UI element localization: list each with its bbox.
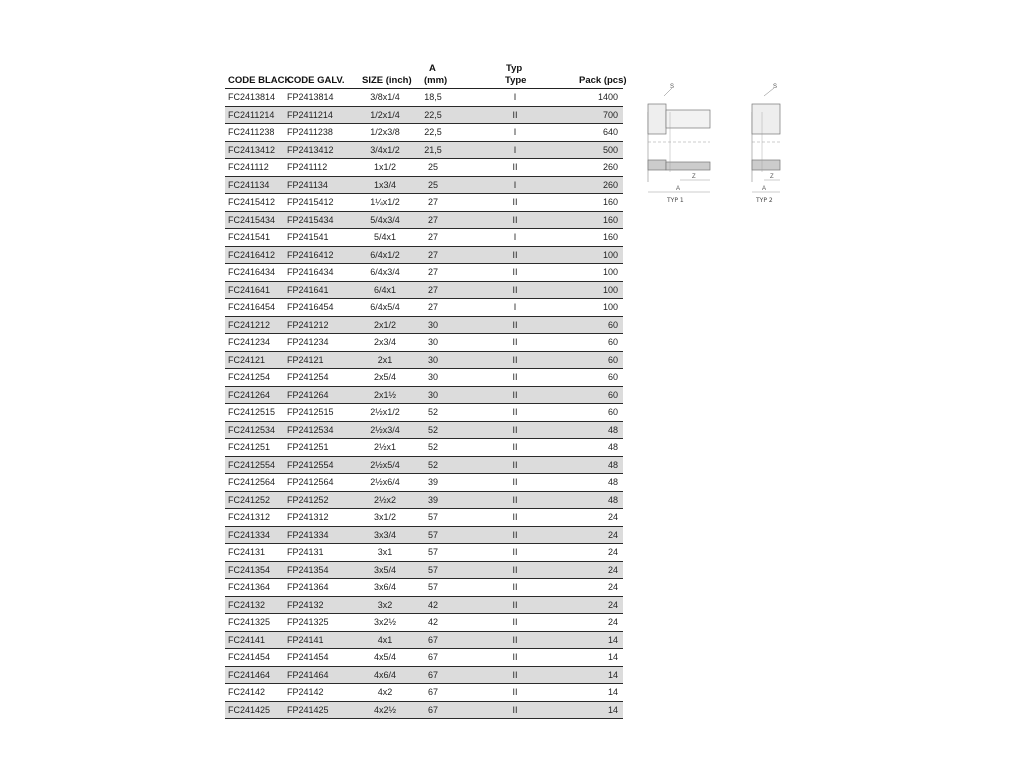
header-a-unit: (mm) xyxy=(424,75,448,86)
pack-cell: 24 xyxy=(607,599,618,610)
code-galv-cell: FP24141 xyxy=(287,634,324,645)
code-galv-cell: FP2412564 xyxy=(287,477,334,487)
table-row xyxy=(225,194,623,212)
code-galv-cell: FP241252 xyxy=(287,494,329,505)
table-row xyxy=(225,159,623,177)
size-cell: 3x5/4 xyxy=(373,564,397,575)
table-row xyxy=(225,544,623,562)
size-cell: 1¼x1/2 xyxy=(370,197,400,207)
type2-a-label: A xyxy=(762,186,767,192)
a-mm-cell: 39 xyxy=(427,477,438,487)
type-cell: I xyxy=(513,92,517,102)
table-row xyxy=(225,649,623,667)
header-type: Type xyxy=(505,75,527,86)
code-black-cell: FC241354 xyxy=(228,564,271,575)
size-cell: 2½x5/4 xyxy=(370,459,400,470)
code-black-cell: FC241325 xyxy=(228,617,271,627)
code-black-cell: FC24121 xyxy=(228,354,266,365)
a-mm-cell: 52 xyxy=(427,424,438,435)
table-header xyxy=(225,60,627,89)
code-black-cell: FC2411214 xyxy=(228,109,275,120)
type-cell: I xyxy=(513,127,517,137)
code-galv-cell: FP241464 xyxy=(287,669,329,680)
pack-cell: 100 xyxy=(602,267,618,277)
code-black-cell: FC2415412 xyxy=(228,197,276,207)
code-black-cell: FC2413814 xyxy=(228,92,276,102)
code-galv-cell: FP24142 xyxy=(287,687,324,697)
code-galv-cell: FP24132 xyxy=(287,599,324,610)
type1-s-label: S xyxy=(670,84,675,90)
size-cell: 1/2x1/4 xyxy=(370,109,400,120)
code-black-cell: FC2416454 xyxy=(228,302,276,312)
code-galv-cell: FP2416412 xyxy=(287,249,334,260)
table-row xyxy=(225,492,623,510)
pack-cell: 24 xyxy=(607,582,618,592)
type-cell: II xyxy=(512,249,518,260)
table-row xyxy=(225,404,623,422)
table-row xyxy=(225,614,623,632)
type-cell: II xyxy=(512,442,518,452)
code-black-cell: FC2416412 xyxy=(228,249,276,260)
a-mm-cell: 25 xyxy=(427,162,438,172)
type-cell: II xyxy=(512,494,518,505)
code-black-cell: FC24131 xyxy=(228,547,266,557)
header-pack: Pack (pcs) xyxy=(579,75,627,86)
code-galv-cell: FP24131 xyxy=(287,547,324,557)
pack-cell: 24 xyxy=(607,512,618,522)
type2-label: TYP 2 xyxy=(756,197,773,204)
type-cell: II xyxy=(512,284,518,295)
a-mm-cell: 39 xyxy=(427,494,438,505)
type-cell: II xyxy=(512,669,518,680)
code-black-cell: FC241464 xyxy=(228,669,271,680)
a-mm-cell: 27 xyxy=(427,249,438,260)
a-mm-cell: 27 xyxy=(427,232,438,242)
table-row xyxy=(225,89,623,107)
code-black-cell: FC241334 xyxy=(228,529,271,540)
code-black-cell: FC241254 xyxy=(228,372,271,382)
size-cell: 4x2 xyxy=(377,687,393,697)
table-row xyxy=(225,387,623,405)
pack-cell: 14 xyxy=(607,687,618,697)
pack-cell: 24 xyxy=(607,617,618,627)
size-cell: 3x2½ xyxy=(373,617,397,627)
a-mm-cell: 52 xyxy=(427,442,438,452)
type-cell: II xyxy=(512,634,518,645)
type1-drawing xyxy=(648,84,710,204)
a-mm-cell: 27 xyxy=(427,267,438,277)
pack-cell: 48 xyxy=(607,424,618,435)
header-a: A xyxy=(429,63,436,74)
table-row xyxy=(225,474,623,492)
code-black-cell: FC241641 xyxy=(228,284,271,295)
code-black-cell: FC2411238 xyxy=(228,127,275,137)
pack-cell: 160 xyxy=(602,197,618,207)
type-cell: I xyxy=(513,302,517,312)
code-black-cell: FC241312 xyxy=(228,512,271,522)
code-galv-cell: FP2412534 xyxy=(287,424,334,435)
code-galv-cell: FP241325 xyxy=(287,617,329,627)
size-cell: 2½x2 xyxy=(373,494,397,505)
type-cell: II xyxy=(512,109,518,120)
size-cell: 3x3/4 xyxy=(373,529,397,540)
product-table xyxy=(225,60,627,719)
code-black-cell: FC241112 xyxy=(228,162,269,172)
type1-label: TYP 1 xyxy=(667,197,684,204)
size-cell: 2½x1/2 xyxy=(370,407,400,417)
a-mm-cell: 27 xyxy=(427,302,438,312)
size-cell: 3x6/4 xyxy=(373,582,397,592)
pack-cell: 640 xyxy=(602,127,618,137)
code-galv-cell: FP2411214 xyxy=(287,109,333,120)
code-black-cell: FC2412534 xyxy=(228,424,276,435)
code-galv-cell: FP2416454 xyxy=(287,302,334,312)
size-cell: 3/8x1/4 xyxy=(370,92,400,102)
size-cell: 2½x1 xyxy=(373,442,397,452)
size-cell: 4x2½ xyxy=(373,704,397,715)
pack-cell: 60 xyxy=(607,319,618,330)
fitting-diagram xyxy=(640,82,820,212)
code-galv-cell: FP2412515 xyxy=(287,407,334,417)
size-cell: 3x1/2 xyxy=(373,512,397,522)
table-row xyxy=(225,527,623,545)
size-cell: 6/4x1 xyxy=(373,284,397,295)
type-cell: II xyxy=(512,564,518,575)
pack-cell: 60 xyxy=(607,407,618,417)
type-cell: II xyxy=(512,267,518,277)
code-black-cell: FC2416434 xyxy=(228,267,276,277)
pack-cell: 100 xyxy=(602,284,618,295)
size-cell: 5/4x3/4 xyxy=(370,214,400,225)
a-mm-cell: 30 xyxy=(427,354,438,365)
pack-cell: 14 xyxy=(607,652,618,662)
table-row xyxy=(225,264,623,282)
table-row xyxy=(225,369,623,387)
pack-cell: 24 xyxy=(607,529,618,540)
size-cell: 4x6/4 xyxy=(373,669,397,680)
type-cell: II xyxy=(512,599,518,610)
code-galv-cell: FP241541 xyxy=(287,232,329,242)
a-mm-cell: 30 xyxy=(427,389,438,400)
header-typ: Typ xyxy=(506,63,523,74)
pack-cell: 48 xyxy=(607,477,618,487)
table-row xyxy=(225,422,623,440)
code-black-cell: FC2413412 xyxy=(228,144,276,155)
size-cell: 6/4x3/4 xyxy=(370,267,400,277)
code-galv-cell: FP2415434 xyxy=(287,214,334,225)
a-mm-cell: 57 xyxy=(427,529,438,540)
code-galv-cell: FP241454 xyxy=(287,652,329,662)
type2-s-label: S xyxy=(773,84,778,90)
table-row xyxy=(225,439,623,457)
code-galv-cell: FP2415412 xyxy=(287,197,334,207)
pack-cell: 100 xyxy=(602,249,618,260)
pack-cell: 24 xyxy=(607,564,618,575)
a-mm-cell: 18,5 xyxy=(424,92,442,102)
a-mm-cell: 27 xyxy=(427,284,438,295)
code-black-cell: FC241234 xyxy=(228,337,271,347)
a-mm-cell: 57 xyxy=(427,547,438,557)
code-galv-cell: FP241425 xyxy=(287,704,329,715)
table-row xyxy=(225,124,623,142)
a-mm-cell: 42 xyxy=(427,617,438,627)
code-black-cell: FC241212 xyxy=(228,319,271,330)
size-cell: 2x3/4 xyxy=(373,337,397,347)
table-row xyxy=(225,562,623,580)
a-mm-cell: 57 xyxy=(427,564,438,575)
code-black-cell: FC2415434 xyxy=(228,214,276,225)
table-row xyxy=(225,352,623,370)
table-row xyxy=(225,684,623,702)
a-mm-cell: 21,5 xyxy=(424,144,442,155)
a-mm-cell: 30 xyxy=(427,372,438,382)
pack-cell: 48 xyxy=(607,442,618,452)
size-cell: 1/2x3/8 xyxy=(370,127,400,137)
code-galv-cell: FP241264 xyxy=(287,389,329,400)
code-galv-cell: FP2411238 xyxy=(287,127,333,137)
a-mm-cell: 57 xyxy=(427,512,438,522)
size-cell: 6/4x1/2 xyxy=(370,249,400,260)
code-black-cell: FC24141 xyxy=(228,634,266,645)
type-cell: II xyxy=(512,319,518,330)
table-row xyxy=(225,702,623,720)
pack-cell: 160 xyxy=(602,214,618,225)
code-black-cell: FC241425 xyxy=(228,704,271,715)
type-cell: II xyxy=(512,477,518,487)
table-row xyxy=(225,667,623,685)
table-row xyxy=(225,142,623,160)
code-galv-cell: FP2416434 xyxy=(287,267,334,277)
code-galv-cell: FP241334 xyxy=(287,529,329,540)
type-cell: II xyxy=(512,687,518,697)
code-galv-cell: FP2413814 xyxy=(287,92,334,102)
a-mm-cell: 42 xyxy=(427,599,438,610)
table-row xyxy=(225,317,623,335)
pack-cell: 60 xyxy=(607,372,618,382)
size-cell: 2½x3/4 xyxy=(370,424,400,435)
size-cell: 2x1½ xyxy=(373,389,397,400)
code-galv-cell: FP241212 xyxy=(287,319,329,330)
pack-cell: 260 xyxy=(602,162,618,172)
pack-cell: 700 xyxy=(602,109,618,120)
size-cell: 5/4x1 xyxy=(373,232,397,242)
pack-cell: 1400 xyxy=(597,92,618,102)
code-black-cell: FC241264 xyxy=(228,389,271,400)
code-black-cell: FC241364 xyxy=(228,582,271,592)
code-black-cell: FC24142 xyxy=(228,687,266,697)
size-cell: 4x1 xyxy=(377,634,393,645)
type-cell: II xyxy=(512,407,518,417)
type-cell: II xyxy=(512,162,518,172)
type-cell: II xyxy=(512,424,518,435)
type-cell: II xyxy=(512,214,518,225)
table-row xyxy=(225,282,623,300)
type1-a-label: A xyxy=(676,186,681,192)
type-cell: II xyxy=(512,617,518,627)
size-cell: 1x1/2 xyxy=(373,162,397,172)
type-cell: II xyxy=(512,337,518,347)
pack-cell: 100 xyxy=(602,302,618,312)
type-cell: II xyxy=(512,354,518,365)
a-mm-cell: 67 xyxy=(427,634,438,645)
size-cell: 6/4x5/4 xyxy=(370,302,400,312)
type-cell: II xyxy=(512,459,518,470)
type-cell: I xyxy=(513,144,517,155)
size-cell: 3/4x1/2 xyxy=(370,144,400,155)
pack-cell: 60 xyxy=(607,354,618,365)
code-black-cell: FC2412554 xyxy=(228,459,276,470)
a-mm-cell: 30 xyxy=(427,337,438,347)
type-cell: II xyxy=(512,582,518,592)
pack-cell: 14 xyxy=(607,704,618,715)
code-black-cell: FC241134 xyxy=(228,179,270,190)
code-galv-cell: FP2413412 xyxy=(287,144,334,155)
pack-cell: 60 xyxy=(607,389,618,400)
code-black-cell: FC2412515 xyxy=(228,407,276,417)
type-cell: I xyxy=(513,179,517,190)
table-row xyxy=(225,579,623,597)
code-galv-cell: FP241251 xyxy=(287,442,329,452)
code-galv-cell: FP241254 xyxy=(287,372,329,382)
pack-cell: 160 xyxy=(602,232,618,242)
code-galv-cell: FP2412554 xyxy=(287,459,334,470)
type-cell: II xyxy=(512,197,518,207)
type1-z-label: Z xyxy=(692,174,696,180)
code-black-cell: FC241454 xyxy=(228,652,271,662)
a-mm-cell: 67 xyxy=(427,669,438,680)
size-cell: 4x5/4 xyxy=(373,652,397,662)
table-row xyxy=(225,212,623,230)
table-row xyxy=(225,177,623,195)
type-cell: II xyxy=(512,389,518,400)
a-mm-cell: 30 xyxy=(427,319,438,330)
size-cell: 2½x6/4 xyxy=(370,477,400,487)
pack-cell: 500 xyxy=(602,144,618,155)
size-cell: 1x3/4 xyxy=(373,179,397,190)
a-mm-cell: 22,5 xyxy=(424,127,442,137)
type-cell: I xyxy=(513,232,517,242)
a-mm-cell: 57 xyxy=(427,582,438,592)
table-row xyxy=(225,334,623,352)
code-galv-cell: FP241641 xyxy=(287,284,329,295)
pack-cell: 60 xyxy=(607,337,618,347)
table-row xyxy=(225,107,623,125)
a-mm-cell: 27 xyxy=(427,197,438,207)
pack-cell: 24 xyxy=(607,547,618,557)
table-row xyxy=(225,632,623,650)
pack-cell: 48 xyxy=(607,459,618,470)
table-row xyxy=(225,229,623,247)
code-galv-cell: FP241134 xyxy=(287,179,328,190)
code-black-cell: FC241541 xyxy=(228,232,271,242)
a-mm-cell: 67 xyxy=(427,687,438,697)
code-black-cell: FC241251 xyxy=(228,442,271,452)
a-mm-cell: 67 xyxy=(427,704,438,715)
a-mm-cell: 22,5 xyxy=(424,109,442,120)
type-cell: II xyxy=(512,704,518,715)
a-mm-cell: 52 xyxy=(427,407,438,417)
type-cell: II xyxy=(512,372,518,382)
table-row xyxy=(225,597,623,615)
header-code-black: CODE BLACK xyxy=(228,75,292,86)
size-cell: 2x5/4 xyxy=(373,372,397,382)
table-row xyxy=(225,247,623,265)
a-mm-cell: 27 xyxy=(427,214,438,225)
code-galv-cell: FP241364 xyxy=(287,582,329,592)
code-black-cell: FC24132 xyxy=(228,599,266,610)
size-cell: 2x1 xyxy=(377,354,393,365)
size-cell: 3x1 xyxy=(377,547,393,557)
code-galv-cell: FP241234 xyxy=(287,337,329,347)
code-galv-cell: FP241312 xyxy=(287,512,329,522)
a-mm-cell: 67 xyxy=(427,652,438,662)
pack-cell: 260 xyxy=(602,179,618,190)
fitting-drawings xyxy=(640,82,820,212)
table-row xyxy=(225,299,623,317)
type-cell: II xyxy=(512,652,518,662)
pack-cell: 14 xyxy=(607,634,618,645)
size-cell: 3x2 xyxy=(377,599,393,610)
type-cell: II xyxy=(512,529,518,540)
type-cell: II xyxy=(512,547,518,557)
a-mm-cell: 52 xyxy=(427,459,438,470)
code-galv-cell: FP24121 xyxy=(287,354,324,365)
header-code-galv: CODE GALV. xyxy=(287,75,345,86)
code-black-cell: FC2412564 xyxy=(228,477,276,487)
table-row xyxy=(225,457,623,475)
table-body xyxy=(225,89,623,719)
type2-z-label: Z xyxy=(770,174,774,180)
size-cell: 2x1/2 xyxy=(373,319,397,330)
pack-cell: 14 xyxy=(607,669,618,680)
code-black-cell: FC241252 xyxy=(228,494,271,505)
code-galv-cell: FP241112 xyxy=(287,162,328,172)
header-size: SIZE (inch) xyxy=(362,75,412,86)
code-galv-cell: FP241354 xyxy=(287,564,329,575)
pack-cell: 48 xyxy=(607,494,618,505)
type-cell: II xyxy=(512,512,518,522)
table-row xyxy=(225,509,623,527)
a-mm-cell: 25 xyxy=(427,179,438,190)
type2-drawing xyxy=(752,84,780,204)
